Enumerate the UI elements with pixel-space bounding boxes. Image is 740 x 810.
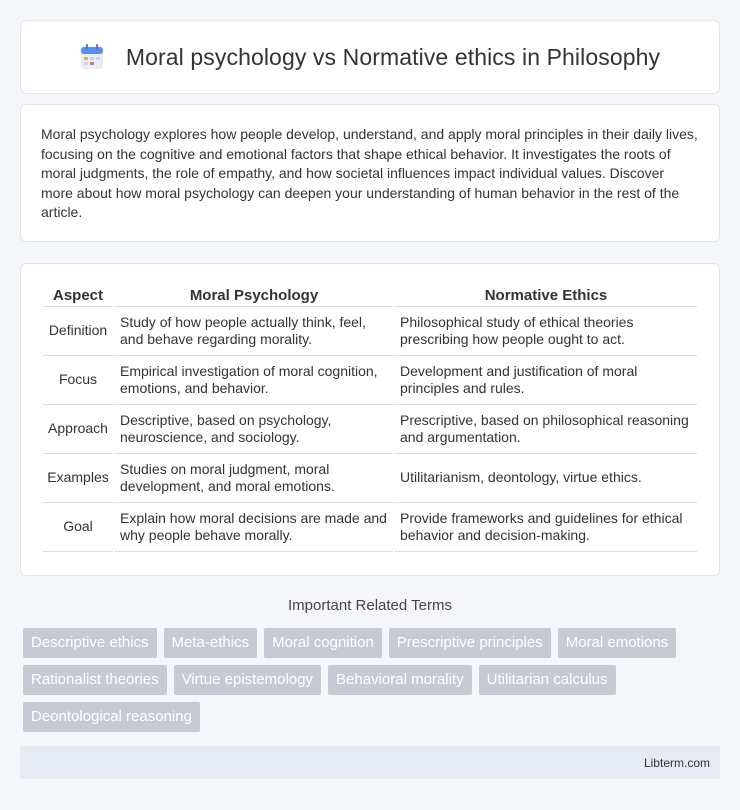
row-moral-psychology: Descriptive, based on psychology, neuroscience, and sociology. — [115, 405, 393, 454]
table-row — [43, 356, 697, 405]
row-moral-psychology: Study of how people actually think, feel, and behave regarding morality. — [115, 307, 393, 356]
term-tag[interactable]: Moral cognition — [264, 628, 382, 658]
comparison-table-card — [20, 263, 720, 576]
term-tag[interactable]: Descriptive ethics — [23, 628, 157, 658]
page-title: Moral psychology vs Normative ethics in Philosophy — [125, 43, 661, 70]
row-normative-ethics: Prescriptive, based on philosophical reasoning and argumentation. — [395, 405, 697, 454]
calendar-icon — [80, 44, 104, 70]
row-normative-ethics: Utilitarianism, deontology, virtue ethics. — [395, 454, 697, 503]
table-row — [43, 405, 697, 454]
intro-card — [20, 104, 720, 242]
term-tag[interactable]: Rationalist theories — [23, 665, 167, 695]
row-aspect: Focus — [43, 356, 113, 405]
term-tag[interactable]: Utilitarian calculus — [479, 665, 616, 695]
row-moral-psychology: Explain how moral decisions are made and why people behave morally. — [115, 503, 393, 552]
row-aspect: Examples — [43, 454, 113, 503]
row-moral-psychology: Studies on moral judgment, moral development, and moral emotions. — [115, 454, 393, 503]
term-tag[interactable]: Behavioral morality — [328, 665, 472, 695]
table-row — [43, 307, 697, 356]
table-row — [43, 503, 697, 552]
comparison-table — [41, 285, 699, 552]
term-tag[interactable]: Deontological reasoning — [23, 702, 200, 732]
row-normative-ethics: Provide frameworks and guidelines for ethical behavior and decision-making. — [395, 503, 697, 552]
row-normative-ethics: Philosophical study of ethical theories prescribing how people ought to act. — [395, 307, 697, 356]
intro-text: Moral psychology explores how people develop, understand, and apply moral principles in their daily lives, focusing on the cognitive and emotional factors that shape ethical behavior. It investigates the roots of moral judgments, the role of empathy, and how societal influences impact individual values. Discover more about how moral psychology can deepen your understanding of human behavior in the rest of the article. — [41, 126, 698, 221]
row-aspect: Approach — [43, 405, 113, 454]
header-normative-ethics: Normative Ethics — [395, 285, 697, 307]
related-terms-title: Important Related Terms — [288, 597, 452, 614]
term-tag[interactable]: Prescriptive principles — [389, 628, 551, 658]
row-aspect: Goal — [43, 503, 113, 552]
row-normative-ethics: Development and justification of moral principles and rules. — [395, 356, 697, 405]
term-tag[interactable]: Moral emotions — [558, 628, 677, 658]
term-tag[interactable]: Meta-ethics — [164, 628, 258, 658]
row-moral-psychology: Empirical investigation of moral cognition, emotions, and behavior. — [115, 356, 393, 405]
header-moral-psychology: Moral Psychology — [115, 285, 393, 307]
footer-site-link[interactable]: Libterm.com — [643, 755, 710, 770]
header-aspect: Aspect — [43, 285, 113, 307]
header-card — [20, 20, 720, 94]
row-aspect: Definition — [43, 307, 113, 356]
related-terms-list — [23, 628, 723, 732]
table-row — [43, 454, 697, 503]
table-header-row — [43, 285, 697, 307]
footer — [20, 746, 720, 779]
term-tag[interactable]: Virtue epistemology — [174, 665, 321, 695]
